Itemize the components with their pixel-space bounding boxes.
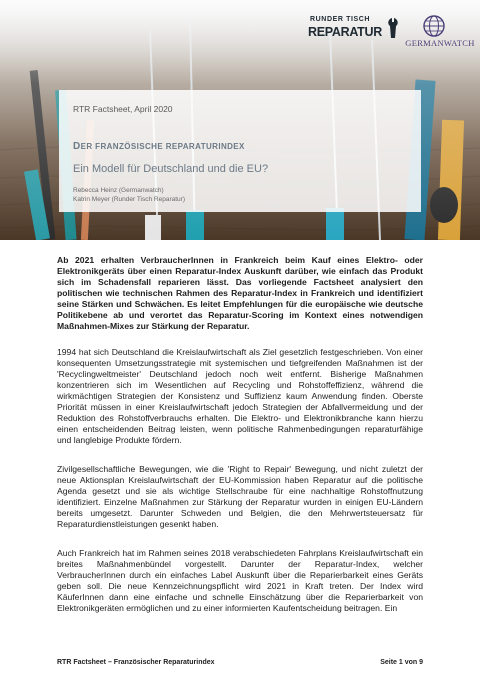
paragraph-3-text: Auch Frankreich hat im Rahmen seines 2018 verabschiedeten Fahrplans Kreislaufwirtschaft ein breites Maßnahmenbündel vorgestellt. Darunter der Reparatur-Index, welcher VerbraucherInnen durch ein einfaches Label Auskunft über die Reparierbarkeit eines Geräts geben soll. Die neue Kennzeichnungspflicht wird 2021 in Kraft treten. Der Index wird KäuferInnen dann eine einfache und schnelle Einschätzung über die Reparierbarkeit von Elektronikgeräten ermöglichen und zu einer informierten Kaufentscheidung beitragen. Ein — [57, 548, 423, 613]
abstract-text: Ab 2021 erhalten VerbraucherInnen in Frankreich beim Kauf eines Elektro- oder Elektronikgeräts über einen Reparatur-Index Auskunft darüber, wie einfach das Produkt sich im Schadensfall reparieren lässt. Das vorliegende Factsheet analysiert den politischen wie technischen Rahmen des Reparatur-Index in Frankreich und identifiziert seine Stärken und Schwächen. Es leitet Empfehlungen für die europäische wie deutsche Politikebene ab und verortet das Reparatur-Scoring im Kontext eines notwendigen Maßnahmen-Mixes zur Stärkung der Reparatur. — [57, 255, 423, 331]
wrench-icon — [386, 16, 402, 40]
germanwatch-logo — [404, 14, 476, 50]
body-paragraph-1 — [57, 347, 423, 446]
logo-gw-name: GERMANWATCH — [405, 38, 475, 48]
body-paragraph-3 — [57, 548, 423, 614]
title-rest: ER FRANZÖSISCHE REPARATURINDEX — [80, 142, 245, 151]
document-title — [73, 141, 245, 152]
title-prefix: D — [73, 141, 81, 152]
hero-photo-tools — [0, 0, 480, 240]
author-1: Rebecca Heinz (Germanwatch) — [73, 187, 164, 194]
footer-document-name: RTR Factsheet – Französischer Reparaturindex — [57, 659, 215, 666]
document-subtitle: Ein Modell für Deutschland und die EU? — [73, 163, 269, 175]
logo-rtr-line2: REPARATUR — [308, 25, 382, 39]
factsheet-label: RTR Factsheet, April 2020 — [73, 104, 173, 114]
title-panel — [59, 90, 421, 212]
paragraph-1-text: 1994 hat sich Deutschland die Kreislaufwirtschaft als Ziel gesetzlich festgeschrieben. Von einer konsequenten Umsetzungsstrategie mit systemischen und tiefgreifenden Maßnahmen ist der 'Recyclingweltmeister' Deutschland jedoch noch weit entfernt. Bisherige Maßnahmen konzentrieren sich im Wesentlichen auf Recycling und Rohstoffeffizienz, während die wirkmächtigen Strategien der Konsistenz und Suffizienz kaum Anwendung finden. Oberste Priorität müssen in einer Kreislaufwirtschaft jedoch Strategien der Abfallvermeidung und der Reduktion des Rohstoffverbrauchs erhalten. Die Elektro- und Elektronikbranche kann hierzu einen entscheidenden Beitrag leisten, wenn politische Rahmenbedingungen reparaturfähige und langlebige Produkte fördern. — [57, 347, 423, 445]
body-paragraph-2 — [57, 464, 423, 530]
author-2: Katrin Meyer (Runder Tisch Reparatur) — [73, 196, 185, 203]
runder-tisch-reparatur-logo — [306, 12, 404, 50]
footer-page-number: Seite 1 von 9 — [380, 659, 423, 666]
logo-rtr-line1: RUNDER TISCH — [310, 16, 371, 23]
globe-icon — [422, 14, 446, 38]
abstract-paragraph — [57, 255, 423, 332]
paragraph-2-text: Zivilgesellschaftliche Bewegungen, wie die 'Right to Repair' Bewegung, und nicht zuletzt der neue Aktionsplan Kreislaufwirtschaft der EU-Kommission haben Reparatur auf die politische Agenda gesetzt und sie als wichtige Stellschraube für eine nachhaltige Rohstoffnutzung identifiziert. Einzelne Maßnahmen zur Stärkung der Reparatur wurden in einigen EU-Ländern bereits umgesetzt. Darunter Schweden und Belgien, die den Mehrwertsteuersatz für Reparaturdienstleistungen gesenkt haben. — [57, 464, 423, 529]
